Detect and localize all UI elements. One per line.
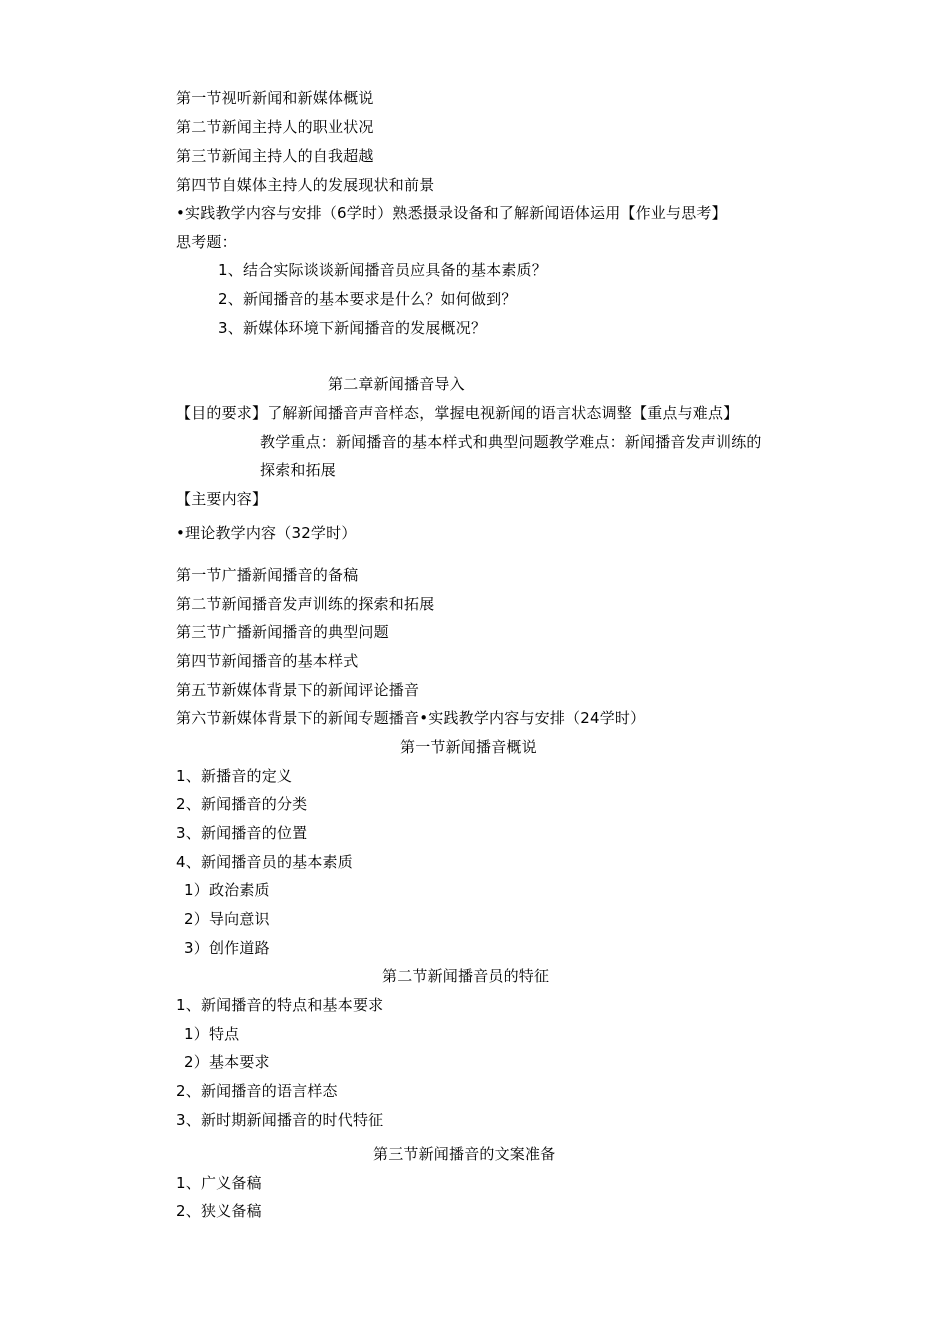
section-line: 第四节自媒体主持人的发展现状和前景 (176, 176, 435, 194)
list-item: 1、新闻播音的特点和基本要求 (176, 996, 384, 1014)
section-heading: 第一节新闻播音概说 (400, 738, 537, 756)
list-item: 2、新闻播音的分类 (176, 795, 308, 813)
section-line: 第三节广播新闻播音的典型问题 (176, 623, 389, 641)
question-item: 1、结合实际谈谈新闻播音员应具备的基本素质？ (218, 261, 547, 279)
sub-list-item: 3）创作道路 (184, 939, 270, 957)
main-content-heading: 【主要内容】 (176, 490, 268, 508)
theory-line: •理论教学内容（32学时） (176, 524, 357, 542)
list-item: 2、狭义备稿 (176, 1202, 262, 1220)
list-item: 2、新闻播音的语言样态 (176, 1082, 338, 1100)
keypoint-line: 教学重点：新闻播音的基本样式和典型问题教学难点：新闻播音发声训练的 (260, 433, 762, 451)
section-line: 第三节新闻主持人的自我超越 (176, 147, 374, 165)
section-heading: 第二节新闻播音员的特征 (382, 967, 550, 985)
sub-list-item: 2）基本要求 (184, 1053, 270, 1071)
section-line: 第二节新闻播音发声训练的探索和拓展 (176, 595, 435, 613)
sub-list-item: 1）特点 (184, 1025, 240, 1043)
chapter-title: 第二章新闻播音导入 (328, 375, 465, 393)
list-item: 1、新播音的定义 (176, 767, 293, 785)
sub-list-item: 2）导向意识 (184, 910, 270, 928)
list-item: 3、新时期新闻播音的时代特征 (176, 1111, 384, 1129)
question-item: 2、新闻播音的基本要求是什么？如何做到？ (218, 290, 517, 308)
section-line: 第一节广播新闻播音的备稿 (176, 566, 359, 584)
list-item: 4、新闻播音员的基本素质 (176, 853, 353, 871)
question-item: 3、新媒体环境下新闻播音的发展概况？ (218, 319, 487, 337)
section-line: 第四节新闻播音的基本样式 (176, 652, 359, 670)
section-heading: 第三节新闻播音的文案准备 (373, 1145, 556, 1163)
questions-heading: 思考题： (176, 233, 237, 251)
sub-list-item: 1）政治素质 (184, 881, 270, 899)
section-line: 第二节新闻主持人的职业状况 (176, 118, 374, 136)
goal-line: 【目的要求】了解新闻播音声音样态，掌握电视新闻的语言状态调整【重点与难点】 (176, 404, 739, 422)
practice-line: •实践教学内容与安排（6学时）熟悉摄录设备和了解新闻语体运用【作业与思考】 (176, 204, 727, 222)
section-line: 第六节新媒体背景下的新闻专题播音•实践教学内容与安排（24学时） (176, 709, 646, 727)
keypoint-line-continued: 探索和拓展 (260, 461, 337, 479)
section-line: 第一节视听新闻和新媒体概说 (176, 89, 374, 107)
section-line: 第五节新媒体背景下的新闻评论播音 (176, 681, 420, 699)
list-item: 1、广义备稿 (176, 1174, 262, 1192)
list-item: 3、新闻播音的位置 (176, 824, 308, 842)
